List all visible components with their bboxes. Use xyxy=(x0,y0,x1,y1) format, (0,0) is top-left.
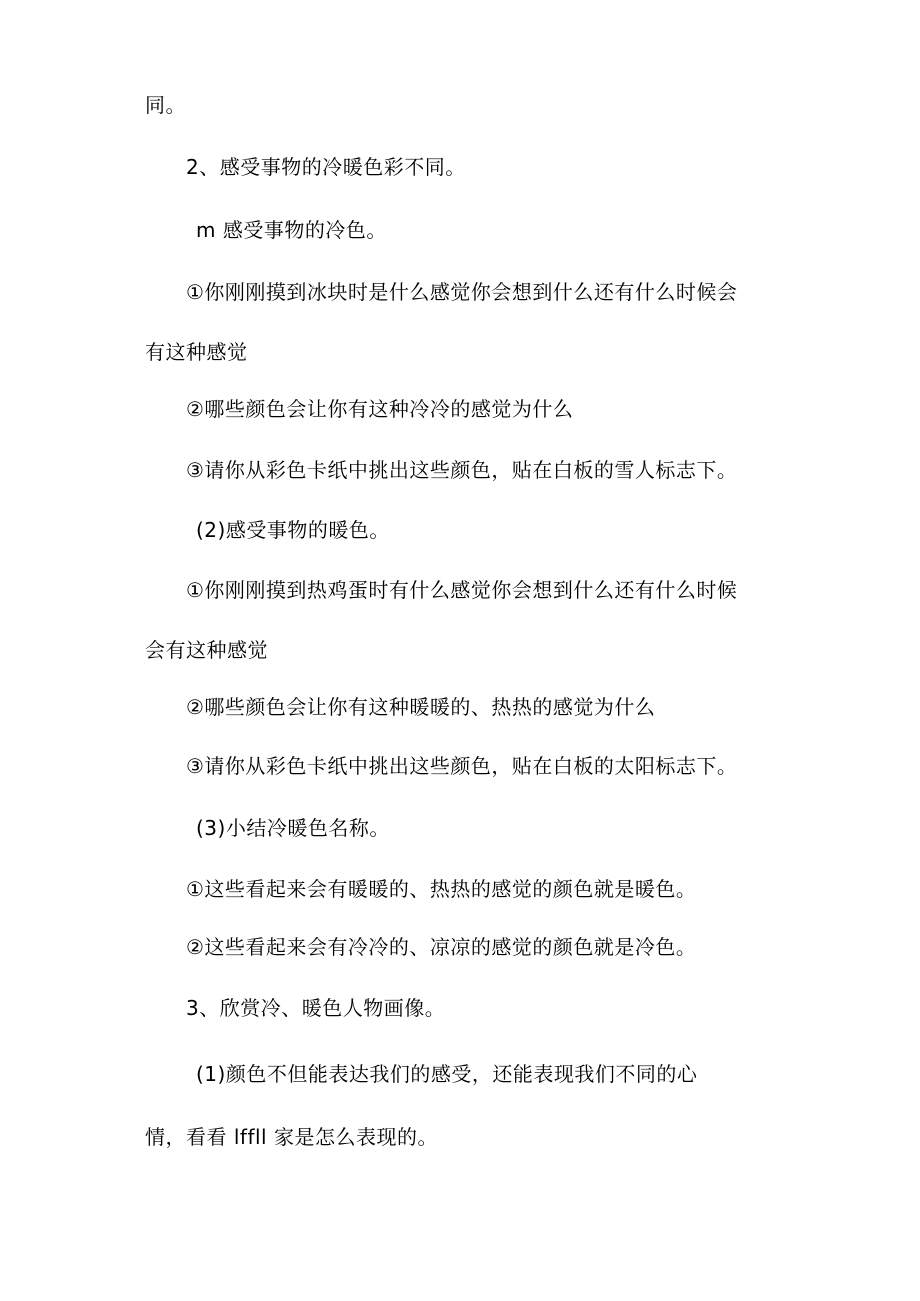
text-line: ①你刚刚摸到热鸡蛋时有什么感觉你会想到什么还有什么时候 xyxy=(186,578,738,602)
text-line: 同。 xyxy=(145,93,186,117)
text-line: 会有这种感觉 xyxy=(145,638,268,662)
subsection-heading: (3)小结冷暖色名称。 xyxy=(196,816,390,840)
text-line: ③请你从彩色卡纸中挑出这些颜色，贴在白板的雪人标志下。 xyxy=(186,458,738,482)
section-heading: 3、欣赏冷、暖色人物画像。 xyxy=(186,996,446,1020)
text-line: ①你刚刚摸到冰块时是什么感觉你会想到什么还有什么时候会 xyxy=(186,280,738,304)
section-heading: 2、感受事物的冷暖色彩不同。 xyxy=(186,155,466,179)
text-line: ③请你从彩色卡纸中挑出这些颜色，贴在白板的太阳标志下。 xyxy=(186,754,738,778)
subsection-heading: (1)颜色不但能表达我们的感受，还能表现我们不同的心 xyxy=(196,1062,698,1086)
text-line: ②这些看起来会有冷冷的、凉凉的感觉的颜色就是冷色。 xyxy=(186,935,697,959)
text-line: ②哪些颜色会让你有这种冷冷的感觉为什么 xyxy=(186,397,574,421)
subsection-heading: m 感受事物的冷色。 xyxy=(196,218,387,242)
text-line: 情，看看 lffll 家是怎么表现的。 xyxy=(145,1125,438,1149)
subsection-heading: (2)感受事物的暖色。 xyxy=(196,518,390,542)
text-line: 有这种感觉 xyxy=(145,340,248,364)
text-line: ①这些看起来会有暖暖的、热热的感觉的颜色就是暖色。 xyxy=(186,877,697,901)
text-line: ②哪些颜色会让你有这种暖暖的、热热的感觉为什么 xyxy=(186,695,656,719)
